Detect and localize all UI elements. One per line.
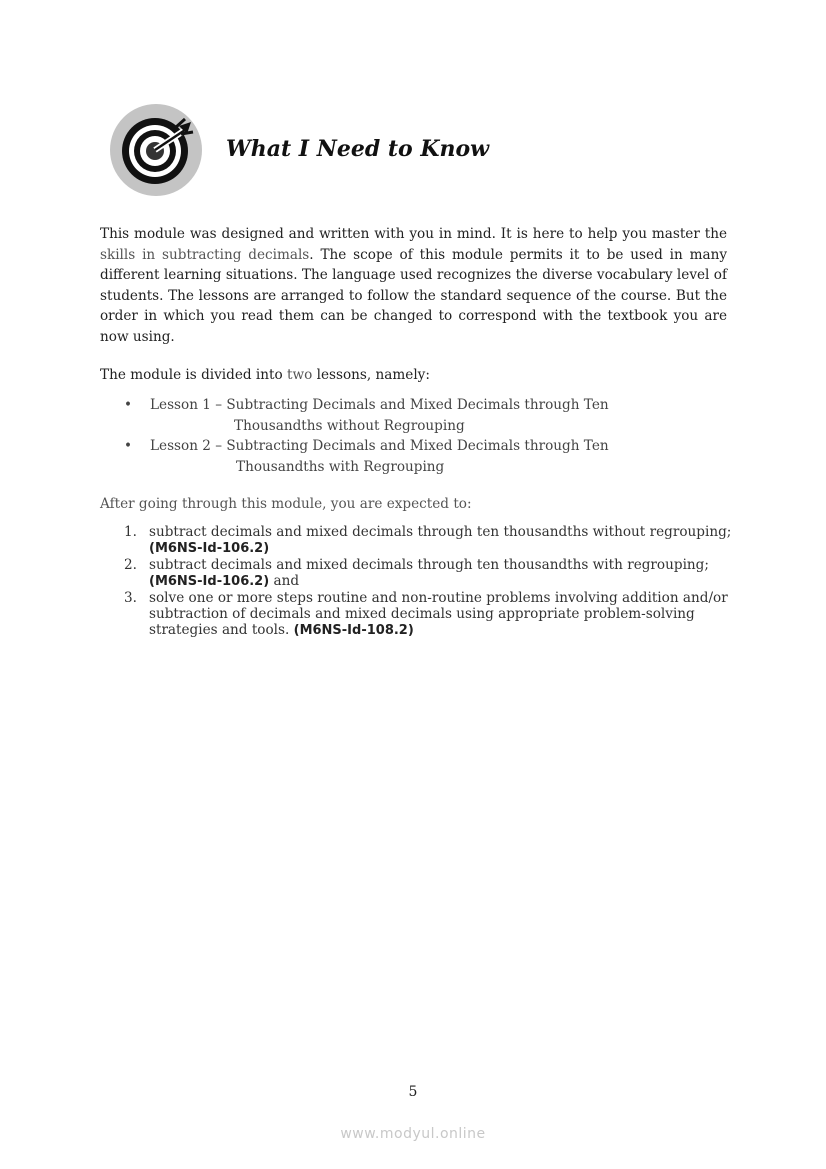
lessons-intro — [100, 365, 727, 386]
lessons-count: two — [287, 367, 313, 383]
lessons-intro-text: The module is divided into — [100, 367, 287, 383]
intro-text: This module was designed and written with you in mind. It is here to help you master the — [100, 226, 727, 242]
list-item — [124, 395, 609, 436]
list-item — [124, 590, 734, 639]
list-item — [124, 524, 734, 557]
intro-text-2: . The scope of this module permits it to be used in many different learning situations. The language used recognizes the diverse vocabulary level of students. The lessons are arranged to follow the standard sequence of the course. But the order in which you read them can be changed to correspond with the textbook you are now using. — [100, 246, 727, 345]
list-item — [124, 436, 609, 477]
competency-code: (M6NS-Id-106.2) — [149, 541, 270, 556]
list-item — [124, 557, 734, 590]
objective-text: subtract decimals and mixed decimals through ten thousandths with regrouping; — [149, 557, 709, 573]
competency-code: (M6NS-Id-108.2) — [293, 623, 414, 638]
watermark: www.modyul.online — [340, 1126, 486, 1142]
lessons-intro-text-2: lessons, namely: — [312, 367, 430, 383]
bullet-icon: • — [124, 397, 133, 413]
objectives-intro: After going through this module, you are expected to: — [100, 496, 472, 512]
item-number: 3. — [124, 590, 137, 606]
target-icon — [109, 104, 203, 196]
objective-suffix: and — [269, 573, 300, 589]
objectives-list — [124, 524, 734, 639]
lesson-title: Lesson 1 – Subtracting Decimals and Mixed Decimals through Ten — [150, 397, 609, 413]
lesson-title: Lesson 2 – Subtracting Decimals and Mixed Decimals through Ten — [150, 438, 609, 455]
objective-text: solve one or more steps routine and non-routine problems involving addition and/or subtraction of decimals and mixed decimals using appropriate problem-solving strategies and tools. — [149, 590, 728, 638]
page-number: 5 — [408, 1084, 418, 1100]
competency-code: (M6NS-Id-106.2) — [149, 574, 270, 589]
lesson-title-cont: Thousandths without Regrouping — [234, 417, 465, 434]
item-number: 1. — [124, 524, 137, 540]
bullet-icon: • — [124, 438, 133, 455]
lesson-title-cont: Thousandths with Regrouping — [236, 458, 445, 475]
section-title: What I Need to Know — [226, 136, 490, 162]
objective-text: subtract decimals and mixed decimals through ten thousandths without regrouping; — [149, 524, 732, 540]
intro-paragraph — [100, 224, 727, 348]
item-number: 2. — [124, 557, 137, 573]
lesson-list — [124, 395, 609, 477]
intro-highlight: skills in subtracting decimals — [100, 246, 310, 263]
